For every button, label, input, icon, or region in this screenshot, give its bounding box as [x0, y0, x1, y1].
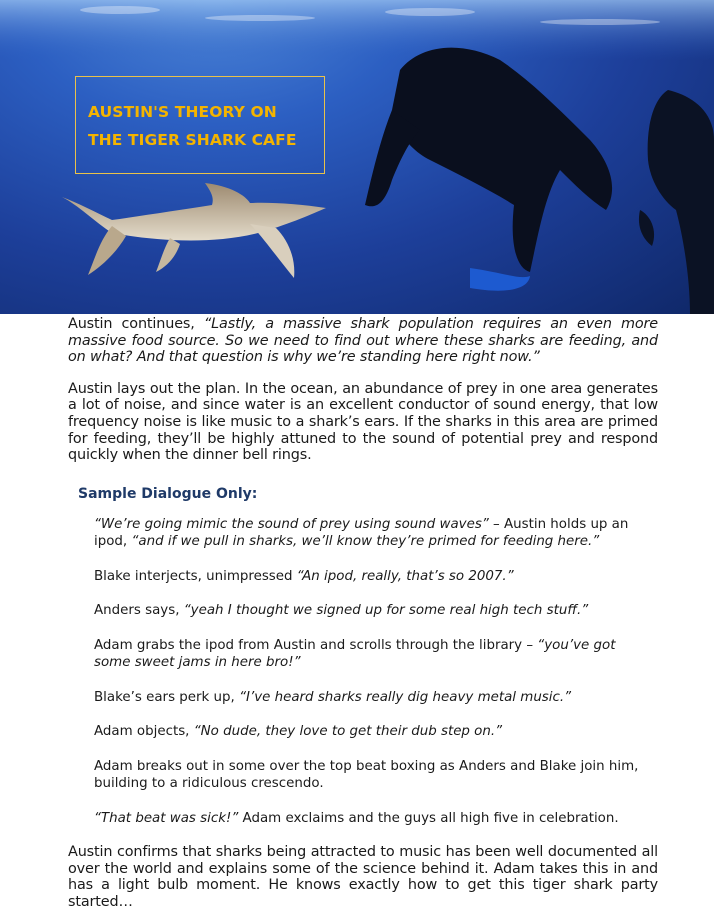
dialogue-text: – Austin holds up an ipod, — [94, 516, 629, 550]
dialogue-quote: “That beat was sick!” — [94, 810, 239, 826]
hero-image — [0, 0, 714, 314]
dialogue-block — [94, 516, 654, 828]
shark-figure — [62, 183, 326, 278]
dialogue-quote: “and if we pull in sharks, we’ll know they’re primed for feeding here.” — [131, 534, 600, 550]
dialogue-quote: “An ipod, really, that’s so 2007.” — [296, 568, 514, 584]
dialogue-line-3 — [94, 602, 654, 620]
dialogue-quote: “yeah I thought we signed up for some real high tech stuff.” — [183, 603, 589, 619]
dialogue-line-2 — [94, 568, 654, 586]
dialogue-text: Blake interjects, unimpressed — [94, 568, 297, 584]
dialogue-text: Adam objects, — [94, 724, 194, 740]
dialogue-line-8 — [94, 810, 654, 828]
paragraph-3: Austin confirms that sharks being attracted to music has been well documented all over the world and explains some of the science behind it. Adam takes this in and has a light bulb moment. He knows exactly how to get this tiger shark party started… — [68, 844, 658, 911]
paragraph-1-quote: “Lastly, a massive shark population requires an even more massive food source. So we need to find out where these sharks are feeding, and on what? And that question is why we’re standing here right now.” — [68, 316, 658, 366]
title-line-1: AUSTIN'S THEORY ON — [88, 103, 277, 121]
dialogue-heading: Sample Dialogue Only: — [78, 485, 258, 502]
paragraph-2: Austin lays out the plan. In the ocean, an abundance of prey in one area generates a lot of noise, and since water is an excellent conductor of sound energy, that low frequency noise is like music to a shark’s ears. If the sharks in this area are primed for feeding, they’ll be highly attuned to the sound of potential prey and respond quickly when the dinner bell rings. — [68, 380, 658, 464]
snorkeler-figure — [365, 48, 612, 291]
paragraph-1 — [68, 316, 658, 366]
dialogue-line-5 — [94, 689, 654, 707]
dialogue-line-1 — [94, 516, 654, 551]
dialogue-line-4 — [94, 637, 654, 672]
article-body — [68, 316, 658, 911]
dialogue-text: Anders says, — [94, 603, 184, 619]
paragraph-1-lead: Austin continues, — [68, 316, 204, 332]
dialogue-line-7: Adam breaks out in some over the top beat boxing as Anders and Blake join him, building to a ridiculous crescendo. — [94, 758, 639, 792]
dialogue-text: Adam grabs the ipod from Austin and scrolls through the library – — [94, 637, 538, 653]
diver-figure — [639, 90, 714, 314]
dialogue-line-6 — [94, 723, 654, 741]
dialogue-text: Blake’s ears perk up, — [94, 689, 240, 705]
dialogue-quote: “I’ve heard sharks really dig heavy metal music.” — [239, 689, 572, 705]
dialogue-text: Adam exclaims and the guys all high five in celebration. — [238, 810, 619, 826]
title-box — [75, 76, 325, 174]
dialogue-quote: “We’re going mimic the sound of prey using sound waves” — [94, 516, 489, 532]
title-line-2: THE TIGER SHARK CAFE — [88, 131, 297, 149]
dialogue-quote: “you’ve got some sweet jams in here bro!” — [94, 637, 616, 671]
dialogue-quote: “No dude, they love to get their dub step on.” — [193, 724, 503, 740]
